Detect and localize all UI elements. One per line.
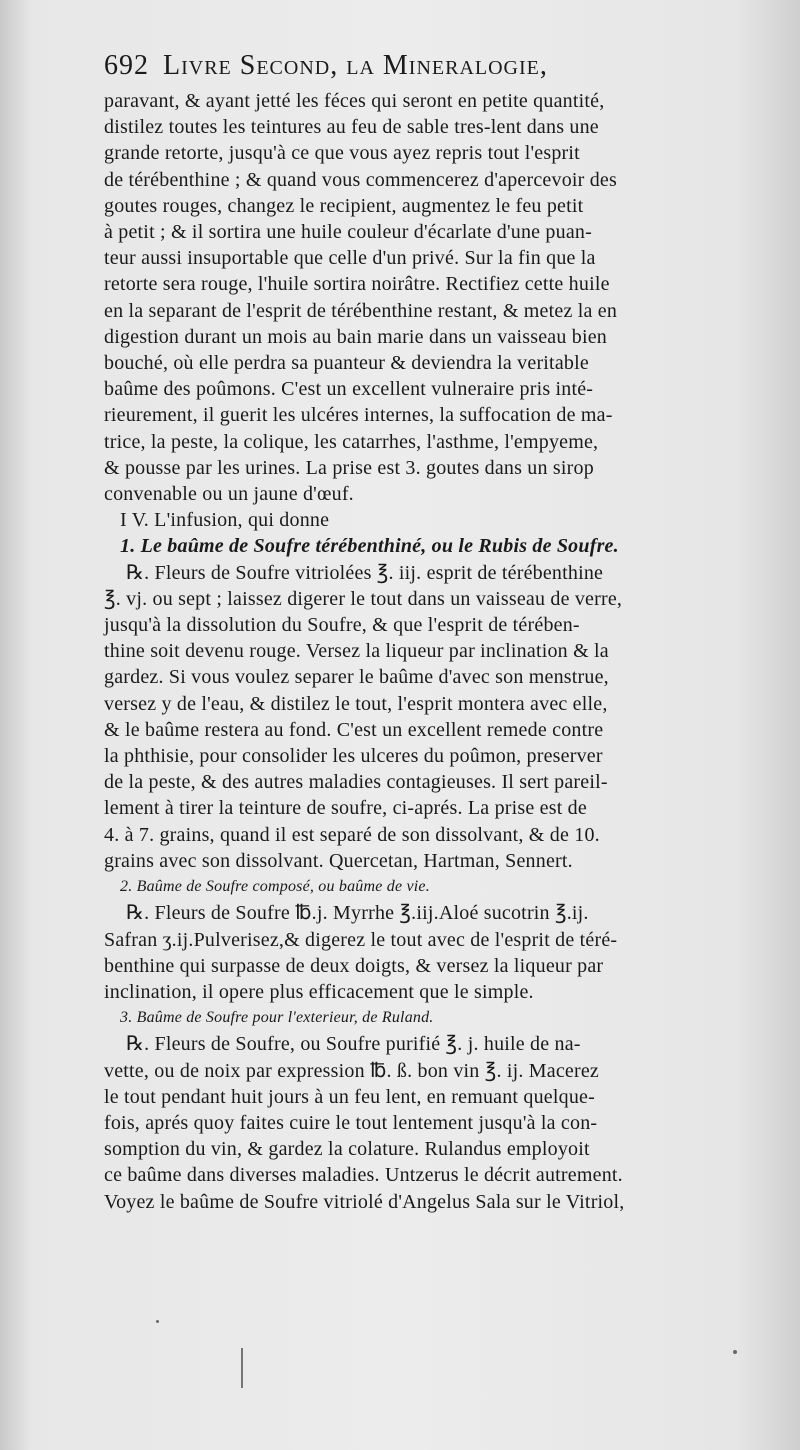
paragraph-2 bbox=[104, 560, 794, 874]
section-heading-iv: I V. L'infusion, qui donne bbox=[120, 509, 330, 532]
paragraph-3 bbox=[104, 900, 794, 1005]
text-line: à petit ; & il sortira une huile couleur d'écarlate d'une puan- bbox=[104, 221, 592, 244]
running-title: Livre Second, la Mineralogie, bbox=[163, 50, 548, 81]
text-line: convenable ou un jaune d'œuf. bbox=[104, 483, 354, 506]
subsection-heading-3: 3. Baûme de Soufre pour l'exterieur, de Ruland. bbox=[120, 1009, 434, 1027]
text-line: benthine qui surpasse de deux doigts, & versez la liqueur par bbox=[104, 954, 604, 977]
text-line: Safran ʒ.ij.Pulverisez,& digerez le tout avec de l'esprit de téré- bbox=[104, 928, 618, 951]
subsection-heading-2: 2. Baûme de Soufre composé, ou baûme de vie. bbox=[120, 878, 430, 896]
text-line: ce baûme dans diverses maladies. Untzerus le décrit autrement. bbox=[104, 1164, 623, 1187]
text-line: ℞. Fleurs de Soufre, ou Soufre purifié ℥. j. huile de na- bbox=[126, 1033, 581, 1056]
text-line: de térébenthine ; & quand vous commencerez d'apercevoir des bbox=[104, 168, 617, 191]
text-line: ℞. Fleurs de Soufre ℔.j. Myrrhe ℥.iij.Aloé sucotrin ℥.ij. bbox=[126, 902, 589, 925]
text-line: baûme des poûmons. C'est un excellent vulneraire pris inté- bbox=[104, 378, 594, 401]
text-line: inclination, il opere plus efficacement que le simple. bbox=[104, 980, 534, 1003]
text-line: somption du vin, & gardez la colature. Rulandus employoit bbox=[104, 1138, 590, 1161]
text-line: grande retorte, jusqu'à ce que vous ayez repris tout l'esprit bbox=[104, 142, 580, 165]
text-line: le tout pendant huit jours à un feu lent, en remuant quelque- bbox=[104, 1085, 595, 1108]
text-line: bouché, où elle perdra sa puanteur & deviendra la veritable bbox=[104, 352, 589, 375]
text-line: thine soit devenu rouge. Versez la liqueur par inclination & la bbox=[104, 640, 609, 663]
text-line: de la peste, & des autres maladies contagieuses. Il sert pareil- bbox=[104, 771, 608, 794]
text-line: vette, ou de noix par expression ℔. ß. bon vin ℥. ij. Macerez bbox=[104, 1059, 599, 1082]
ink-mark bbox=[241, 1348, 243, 1388]
paragraph-4 bbox=[104, 1031, 794, 1214]
text-line: en la separant de l'esprit de térébenthine restant, & metez la en bbox=[104, 299, 618, 322]
text-line: fois, aprés quoy faites cuire le tout lentement jusqu'à la con- bbox=[104, 1111, 598, 1134]
text-line: goutes rouges, changez le recipient, augmentez le feu petit bbox=[104, 194, 584, 217]
text-line: la phthisie, pour consolider les ulceres du poûmon, preserver bbox=[104, 745, 603, 768]
paragraph-1 bbox=[104, 88, 794, 507]
running-header bbox=[104, 44, 794, 88]
text-line: jusqu'à la dissolution du Soufre, & que l'esprit de térében- bbox=[104, 614, 580, 637]
text-line: retorte sera rouge, l'huile sortira noirâtre. Rectifiez cette huile bbox=[104, 273, 610, 296]
text-line: grains avec son dissolvant. Quercetan, Hartman, Sennert. bbox=[104, 849, 573, 872]
text-line: distilez toutes les teintures au feu de sable tres-lent dans une bbox=[104, 116, 599, 139]
text-line: gardez. Si vous voulez separer le baûme d'avec son menstrue, bbox=[104, 666, 609, 689]
text-line: ℞. Fleurs de Soufre vitriolées ℥. iij. esprit de térébenthine bbox=[126, 561, 604, 584]
ink-speck bbox=[733, 1350, 737, 1354]
text-line: trice, la peste, la colique, les catarrhes, l'asthme, l'empyeme, bbox=[104, 430, 599, 453]
text-line: & pousse par les urines. La prise est 3. goutes dans un sirop bbox=[104, 456, 594, 479]
text-line: lement à tirer la teinture de soufre, ci-aprés. La prise est de bbox=[104, 797, 587, 820]
text-line: teur aussi insuportable que celle d'un privé. Sur la fin que la bbox=[104, 247, 596, 270]
subsection-heading-1: 1. Le baûme de Soufre térébenthiné, ou le Rubis de Soufre. bbox=[120, 535, 619, 558]
page-text bbox=[104, 44, 794, 1215]
ink-speck bbox=[156, 1320, 159, 1323]
text-line: rieurement, il guerit les ulcéres internes, la suffocation de ma- bbox=[104, 404, 613, 427]
page-number: 692 bbox=[104, 50, 149, 81]
text-line: 4. à 7. grains, quand il est separé de son dissolvant, & de 10. bbox=[104, 823, 600, 846]
text-line: ℥. vj. ou sept ; laissez digerer le tout dans un vaisseau de verre, bbox=[104, 587, 623, 610]
text-line: & le baûme restera au fond. C'est un excellent remede contre bbox=[104, 718, 604, 741]
text-line: digestion durant un mois au bain marie dans un vaisseau bien bbox=[104, 325, 608, 348]
text-line: Voyez le baûme de Soufre vitriolé d'Angelus Sala sur le Vitriol, bbox=[104, 1190, 625, 1213]
text-line: versez y de l'eau, & distilez le tout, l'esprit montera avec elle, bbox=[104, 692, 608, 715]
text-line: paravant, & ayant jetté les féces qui seront en petite quantité, bbox=[104, 90, 605, 112]
